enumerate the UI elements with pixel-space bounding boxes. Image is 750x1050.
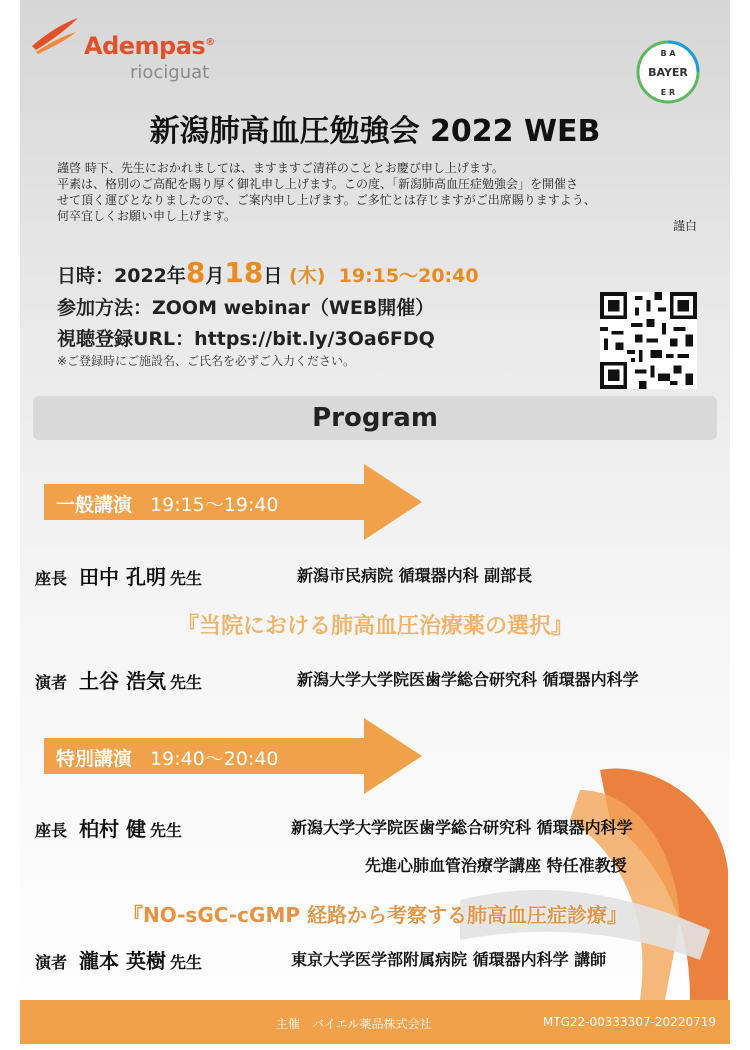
svg-text:BAYER: BAYER	[648, 66, 688, 79]
greeting-text: 謹啓 時下、先生におかれましては、ますますご清祥のこととお慶び申し上げます。 平素は、格別のご高配を賜り厚く御礼申し上げます。この度、「新潟肺高血圧症勉強会」を開催さ せて頂く運びとなりましたので、ご案内申し上げます。ご多忙とは存じますがご出席賜りますよう、 何卒宜しくお願い申し上げます。 謹白	[57, 161, 697, 233]
participation-method: 参加方法：ZOOM webinar（WEB開催）	[57, 297, 435, 319]
session1-chair: 座長 田中 孔明 先生 新潟市民病院 循環器内科 副部長	[35, 565, 533, 589]
svg-text:E R: E R	[660, 88, 676, 97]
bayer-cross-logo-icon	[636, 40, 700, 104]
registration-url[interactable]: 視聴登録URL：https://bit.ly/3Oa6FDQ	[57, 328, 435, 350]
event-date: 日時：2022年8月18日 (木) 19:15〜20:40	[57, 256, 479, 289]
decorative-ribbon-icon	[460, 760, 730, 1020]
event-title: 新潟肺高血圧勉強会 2022 WEB	[149, 114, 601, 149]
greeting-closing: 謹白	[672, 219, 697, 233]
registration-note: ※ご登録時にご施設名、ご氏名を必ずご入力ください。	[57, 354, 356, 368]
flyer-page	[20, 0, 730, 1050]
session1-header: 一般講演 19:15〜19:40	[56, 494, 279, 516]
session1-speaker: 演者 土谷 浩気 先生 新潟大学大学院医歯学総合研究科 循環器内科学	[35, 669, 639, 693]
session1-lecture-title: 『当院における肺高血圧治療薬の選択』	[176, 614, 573, 639]
session2-header: 特別講演 19:40〜20:40	[56, 748, 279, 770]
footer-host: 主催 バイエル薬品株式会社	[276, 1017, 432, 1031]
footer-bar	[20, 1000, 730, 1044]
brand-generic-name: riociguat	[130, 62, 210, 83]
adempas-wing-logo-icon	[30, 16, 80, 56]
session2-lecture-title: 『NO-sGC-cGMP 経路から考察する肺高血圧症診療』	[123, 903, 627, 927]
svg-text:B A: B A	[660, 49, 676, 58]
registration-qr-code-icon[interactable]	[600, 292, 697, 389]
program-heading: Program	[33, 396, 717, 440]
session2-chair: 座長 柏村 健 先生 新潟大学大学院医歯学総合研究科 循環器内科学	[35, 817, 633, 841]
session2-chair-affiliation2: 先進心肺血管治療学講座 特任准教授	[365, 856, 627, 875]
session2-speaker: 演者 瀧本 英樹 先生 東京大学医学部附属病院 循環器内科学 講師	[35, 949, 607, 973]
brand-name: Adempas®	[84, 32, 215, 60]
footer-document-code: MTG22-00333307-20220719	[542, 1015, 716, 1029]
